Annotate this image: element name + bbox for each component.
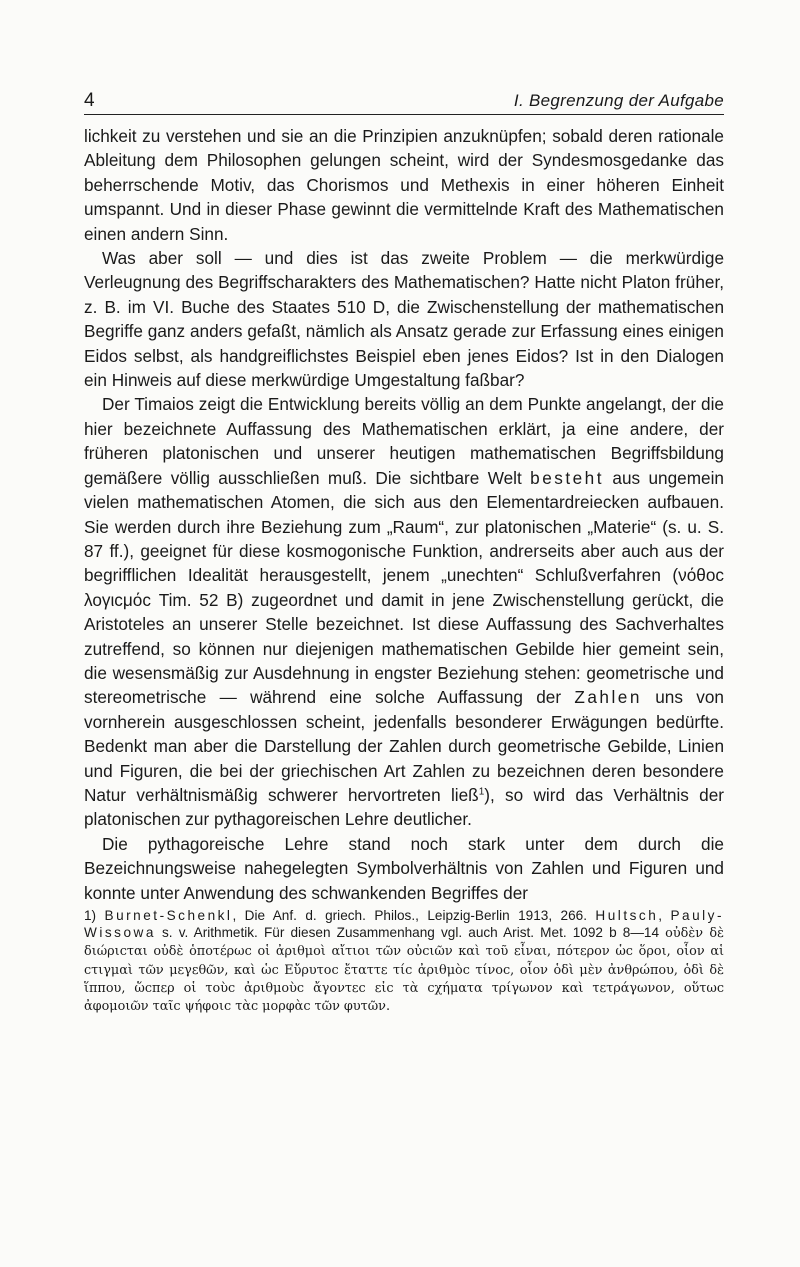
paragraph-1: lichkeit zu verstehen und sie an die Prinzipien anzuknüpfen; sobald deren rationale Ableitung dem Philosophen gelungen scheint, wird der Syndesmosgedanke das beherrschende Motiv, das Chorismos und Methexis in einer höheren Einheit umspannt. Und in dieser Phase gewinnt die vermittelnde Kraft des Mathematischen einen andern Sinn. <box>84 126 724 244</box>
footnote-text-3: s. v. Arithmetik. Für diesen Zusammenhang vgl. auch Arist. Met. 1092 b 8—14 <box>155 925 666 941</box>
paragraph-3-part-a: Der Timaios zeigt die Entwicklung bereits völlig an dem Punkte angelangt, der die hier bezeichnete Auffassung des Mathematischen erklärt, ja eine andere, der früheren platonischen und unserer heutigen mathematischen Begriffsbildung gemäßere völlig ausschließen muß. Die sichtbare Welt <box>84 394 724 488</box>
body-text <box>84 124 724 1015</box>
footnote-text-1: , Die Anf. d. griech. Philos., Leipzig-Berlin 1913, 266. <box>232 908 596 923</box>
footnotes <box>84 907 724 1015</box>
paragraph-4: Die pythagoreische Lehre stand noch stark unter dem durch die Bezeichnungsweise nahegelegten Symbolverhältnis von Zahlen und Figuren und konnte unter Anwendung des schwankenden Begriffes der <box>84 833 724 903</box>
paragraph-2: Was aber soll — und dies ist das zweite Problem — die merkwürdige Verleugnung des Begriffscharakters des Mathematischen? Hatte nicht Platon früher, z. B. im VI. Buche des Staates 510 D, die Zwischenstellung der mathematischen Begriffe ganz anders gefaßt, nämlich als Ansatz gerade zur Erfassung eines einigen Eidos selbst, als handgreiflichstes Beispiel eben jenes Eidos? Ist in den Dialogen ein Hinweis auf diese merkwürdige Umgestaltung faßbar? <box>84 248 724 391</box>
paragraph-3-part-c: Tim. 52 B) zugeordnet und damit in jene Zwischenstellung gerückt, die Aristoteles an unserer Stelle bezeichnet. Ist diese Auffassung des Sachverhaltes zutreffend, so können nur diejenigen mathematischen Gebilde hier gemeint sein, die wesensmäßig zur Ausdehnung in engster Beziehung stehen: geometrische und stereometrische — während eine solche Auffassung der <box>84 589 724 708</box>
footnote-author-pauly: Pauly-Wissowa <box>84 908 724 941</box>
emphasis-besteht: besteht <box>530 467 605 488</box>
footnote-greek-quote: οὐδὲν δὲ διώριϲται οὐδὲ ὁποτέρωϲ οἱ ἀριθμοὶ αἴτιοι τῶν οὐϲιῶν καὶ τοῦ εἶναι, πότερον ὡϲ ὅροι, οἷον αἱ ϲτιγμαὶ τῶν μεγεθῶν, καὶ ὡϲ Εὔρυτοϲ ἔταττε τίϲ ἀριθμὸϲ τίνοϲ, οἷον ὁδὶ μὲν ἀνθρώπου, ὁδὶ δὲ ἵππου, ὥϲπερ οἱ τοὺϲ ἀριθμοὺϲ ἄγοντεϲ εἰϲ τὰ ϲχήματα τρίγωνον καὶ τετράγωνον, οὕτωϲ ἀφομοιῶν ταῖϲ ψήφοιϲ τὰϲ μορφὰϲ τῶν φυτῶν. <box>84 926 724 1015</box>
footnote-author-hultsch: Hultsch <box>595 908 659 923</box>
running-head: I. Begrenzung der Aufgabe <box>513 91 724 110</box>
paragraph-3-part-e: ), so wird das Verhältnis der platonischen zur pythagoreischen Lehre deutlicher. <box>84 784 725 830</box>
emphasis-zahlen: Zahlen <box>574 687 642 708</box>
footnote-number: 1) <box>84 908 97 923</box>
page-number: 4 <box>84 90 95 111</box>
greek-term: νόθοϲ λογιϲμόϲ <box>84 565 724 610</box>
footnote-text-2: , <box>658 908 671 923</box>
header-rule <box>84 114 724 115</box>
paragraph-3 <box>84 392 724 831</box>
paragraph-3-part-d: uns von vornherein ausgeschlossen scheint, jedenfalls besonderer Erwägungen bedürfte. Bedenkt man aber die Darstellung der Zahlen durch geometrische Gebilde, Linien und Figuren, die bei der griechischen Art Zahlen zu bezeichnen deren besondere Natur verhältnismäßig schwerer hervortreten ließ <box>84 687 724 805</box>
paragraph-3-part-b: aus ungemein vielen mathematischen Atomen, die sich aus den Elementardreiecken aufbauen. Sie werden durch ihre Beziehung zum „Raum“, zur platonischen „Materie“ (s. u. S. 87 ff.), geeignet für diese kosmogonische Funktion, andrerseits aber auch aus der begrifflichen Idealität herausgestellt, jenem „unechten“ Schlußverfahren ( <box>84 467 724 586</box>
footnote-reference[interactable]: 1 <box>478 786 485 798</box>
page-header <box>84 90 724 112</box>
footnote-author-burnet: Burnet-Schenkl <box>104 908 233 923</box>
